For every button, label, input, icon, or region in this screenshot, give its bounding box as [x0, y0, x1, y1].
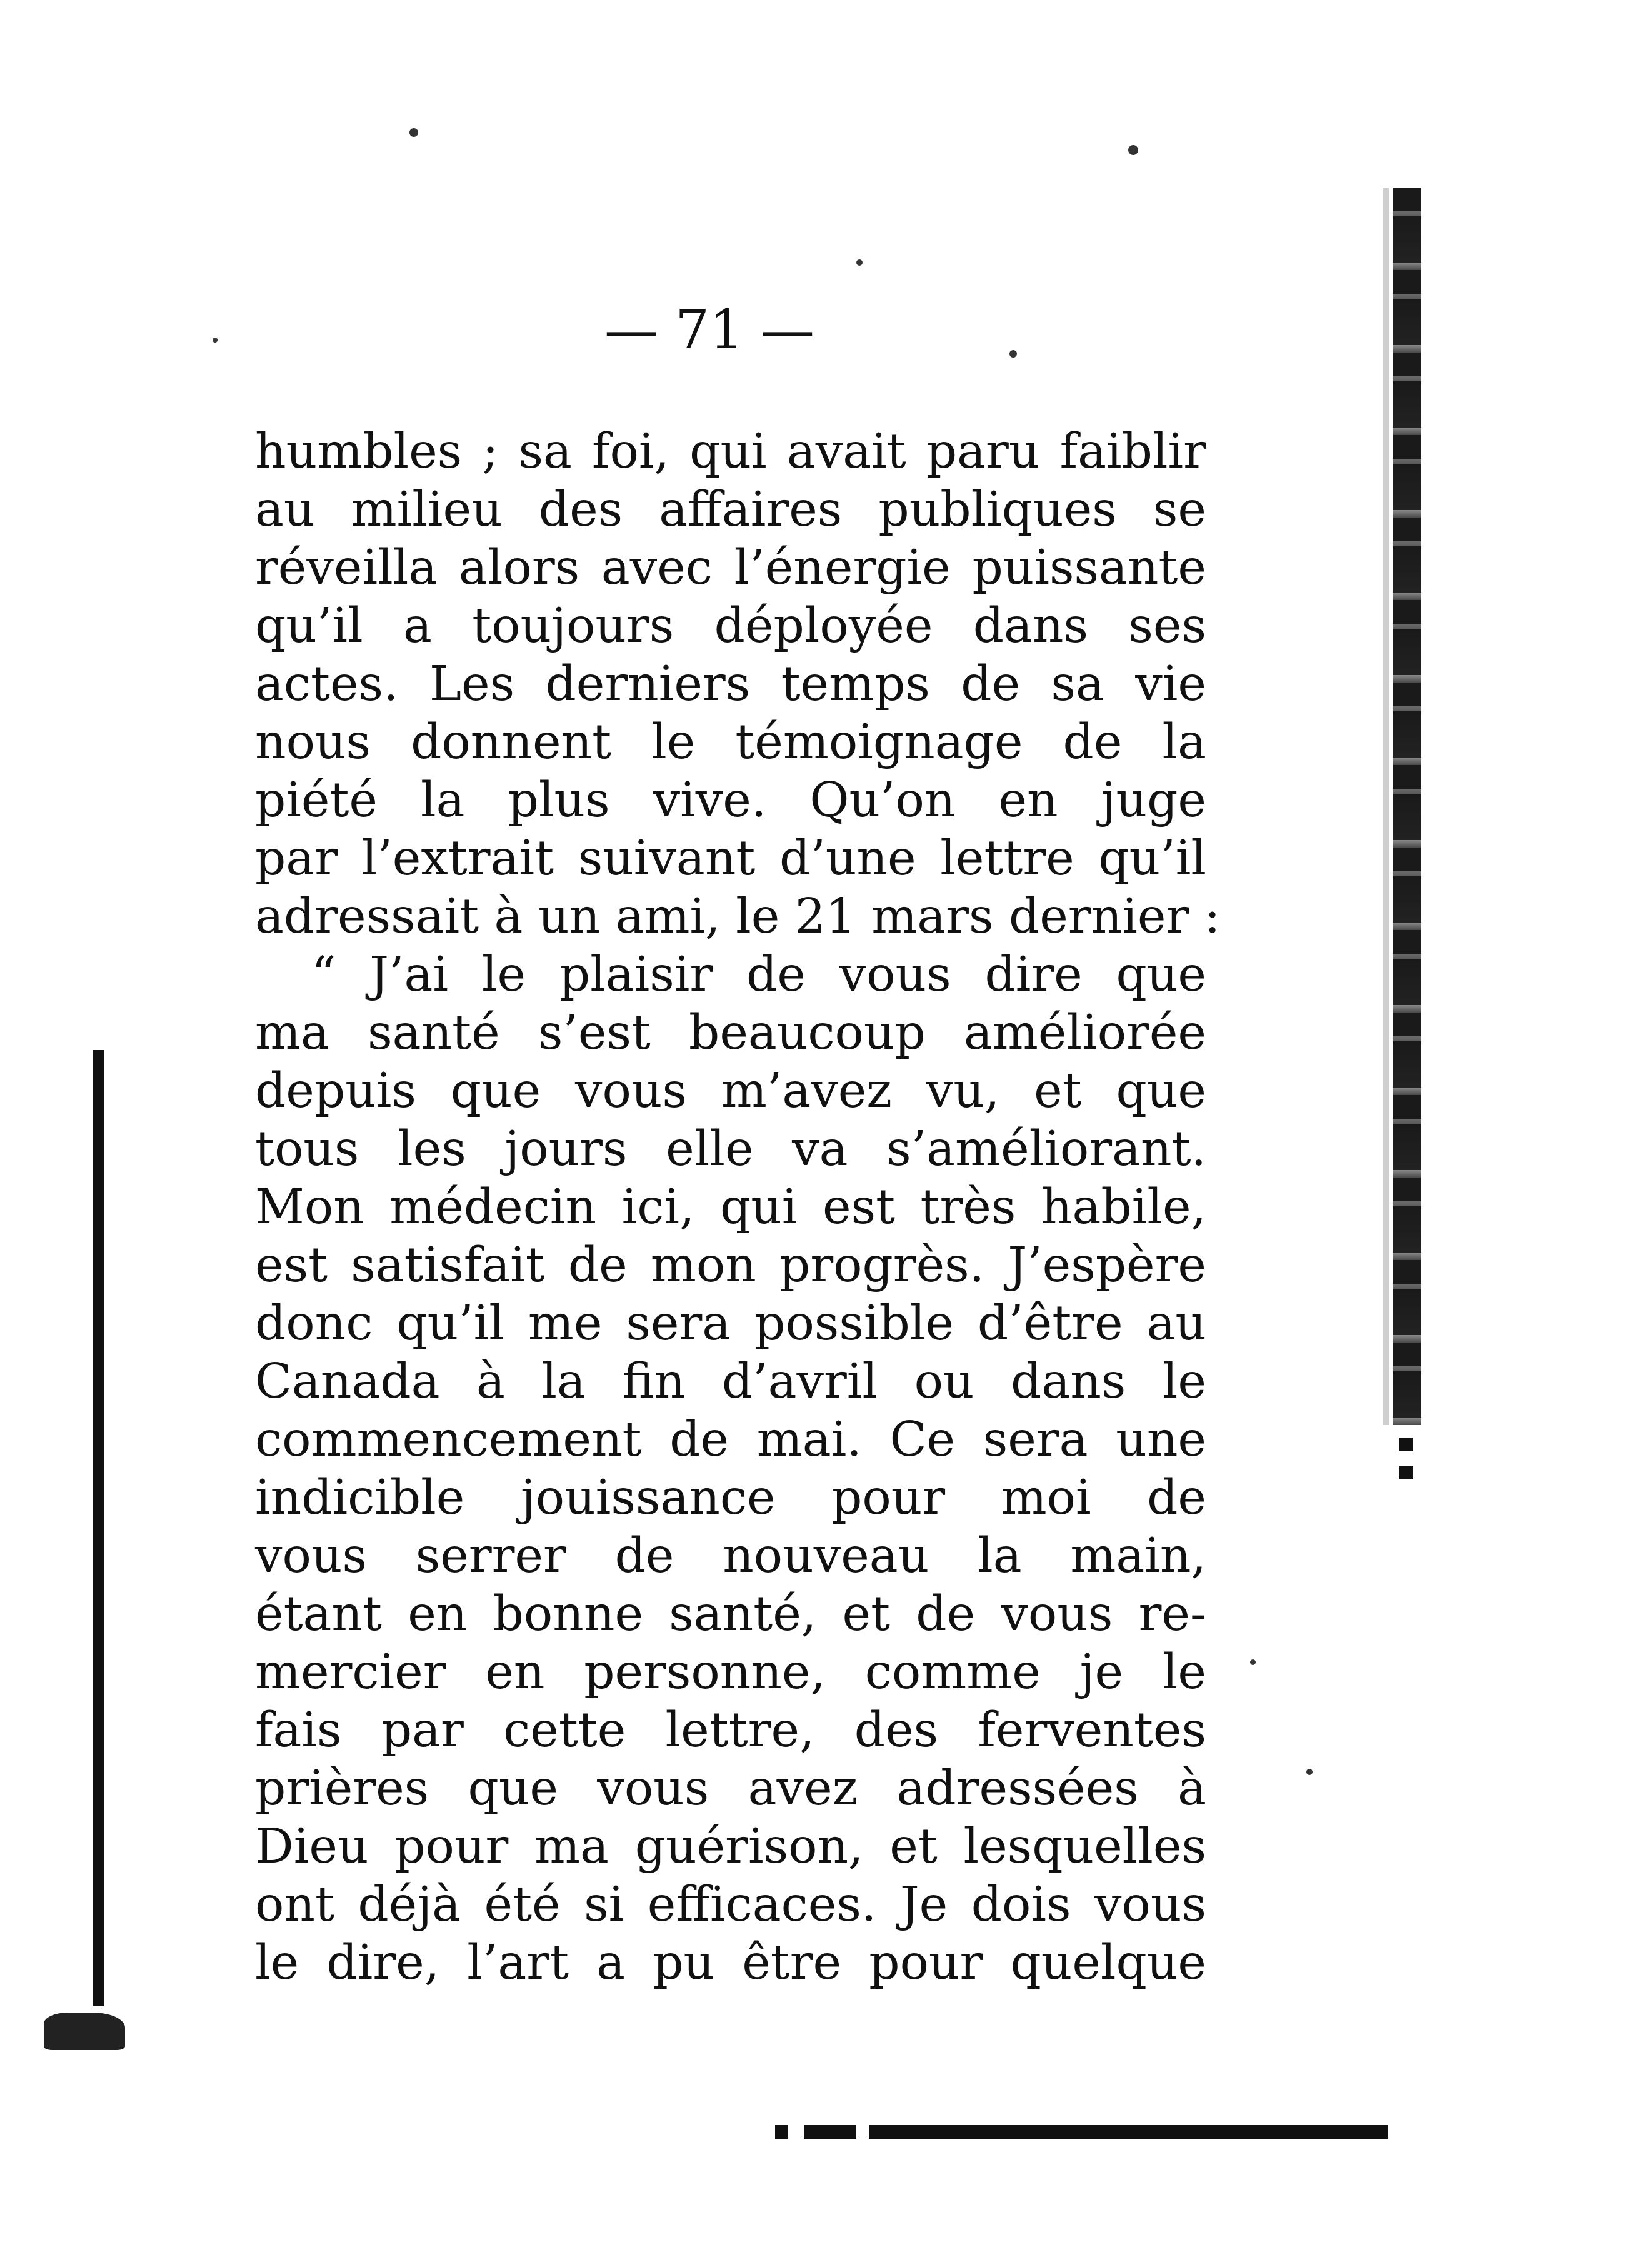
text-line: Mon médecin ici, qui est très habile, — [255, 1179, 1206, 1235]
scan-speck — [856, 259, 863, 266]
text-line: vous serrer de nouveau la main, — [255, 1528, 1206, 1584]
text-line: prières que vous avez adressées à — [255, 1761, 1206, 1816]
text-line: humbles ; sa foi, qui avait paru faiblir — [255, 424, 1206, 479]
text-line: tous les jours elle va s’améliorant. — [255, 1121, 1206, 1177]
scan-mark-right — [1399, 1466, 1413, 1479]
text-line: étant en bonne santé, et de vous re- — [255, 1586, 1206, 1642]
text-line: ma santé s’est beaucoup améliorée — [255, 1005, 1206, 1061]
page-number: — 71 — — [604, 299, 815, 361]
text-line: commencement de mai. Ce sera une — [255, 1412, 1206, 1468]
text-line: “ J’ai le plaisir de vous dire que — [311, 947, 1206, 1003]
text-line: Canada à la fin d’avril ou dans le — [255, 1354, 1206, 1409]
text-line: ont déjà été si efficaces. Je dois vous — [255, 1877, 1206, 1933]
scan-speck — [1250, 1659, 1256, 1665]
scan-edge-right — [1393, 188, 1421, 1425]
scan-speck — [1128, 145, 1138, 155]
text-line: Dieu pour ma guérison, et lesquelles — [255, 1819, 1206, 1874]
text-line: mercier en personne, comme je le — [255, 1644, 1206, 1700]
text-line: nous donnent le témoignage de la — [255, 714, 1206, 770]
scan-speck — [1306, 1769, 1313, 1775]
text-line: par l’extrait suivant d’une lettre qu’il — [255, 831, 1206, 886]
text-line: depuis que vous m’avez vu, et que — [255, 1063, 1206, 1119]
text-line: indicible jouissance pour moi de — [255, 1470, 1206, 1526]
text-line: qu’il a toujours déployée dans ses — [255, 598, 1206, 654]
text-line: au milieu des affaires publiques se — [255, 482, 1206, 538]
body-text — [255, 423, 1221, 1992]
scan-mark-right — [1399, 1438, 1413, 1451]
scan-blob-left — [44, 2013, 125, 2050]
text-line: fais par cette lettre, des ferventes — [255, 1703, 1206, 1758]
text-line: est satisfait de mon progrès. J’espère — [255, 1238, 1206, 1293]
text-line: piété la plus vive. Qu’on en juge — [255, 773, 1206, 828]
text-line: donc qu’il me sera possible d’être au — [255, 1296, 1206, 1351]
scan-edge-right-shadow — [1383, 188, 1389, 1425]
text-line: actes. Les derniers temps de sa vie — [255, 656, 1206, 712]
text-line: le dire, l’art a pu être pour quelque — [255, 1935, 1206, 1991]
scan-edge-left — [93, 1050, 104, 2006]
text-line: adressait à un ami, le 21 mars dernier : — [255, 889, 1221, 944]
scan-speck — [409, 128, 418, 137]
text-line: réveilla alors avec l’énergie puissante — [255, 540, 1206, 596]
scan-edge-bottom — [775, 2125, 1388, 2139]
